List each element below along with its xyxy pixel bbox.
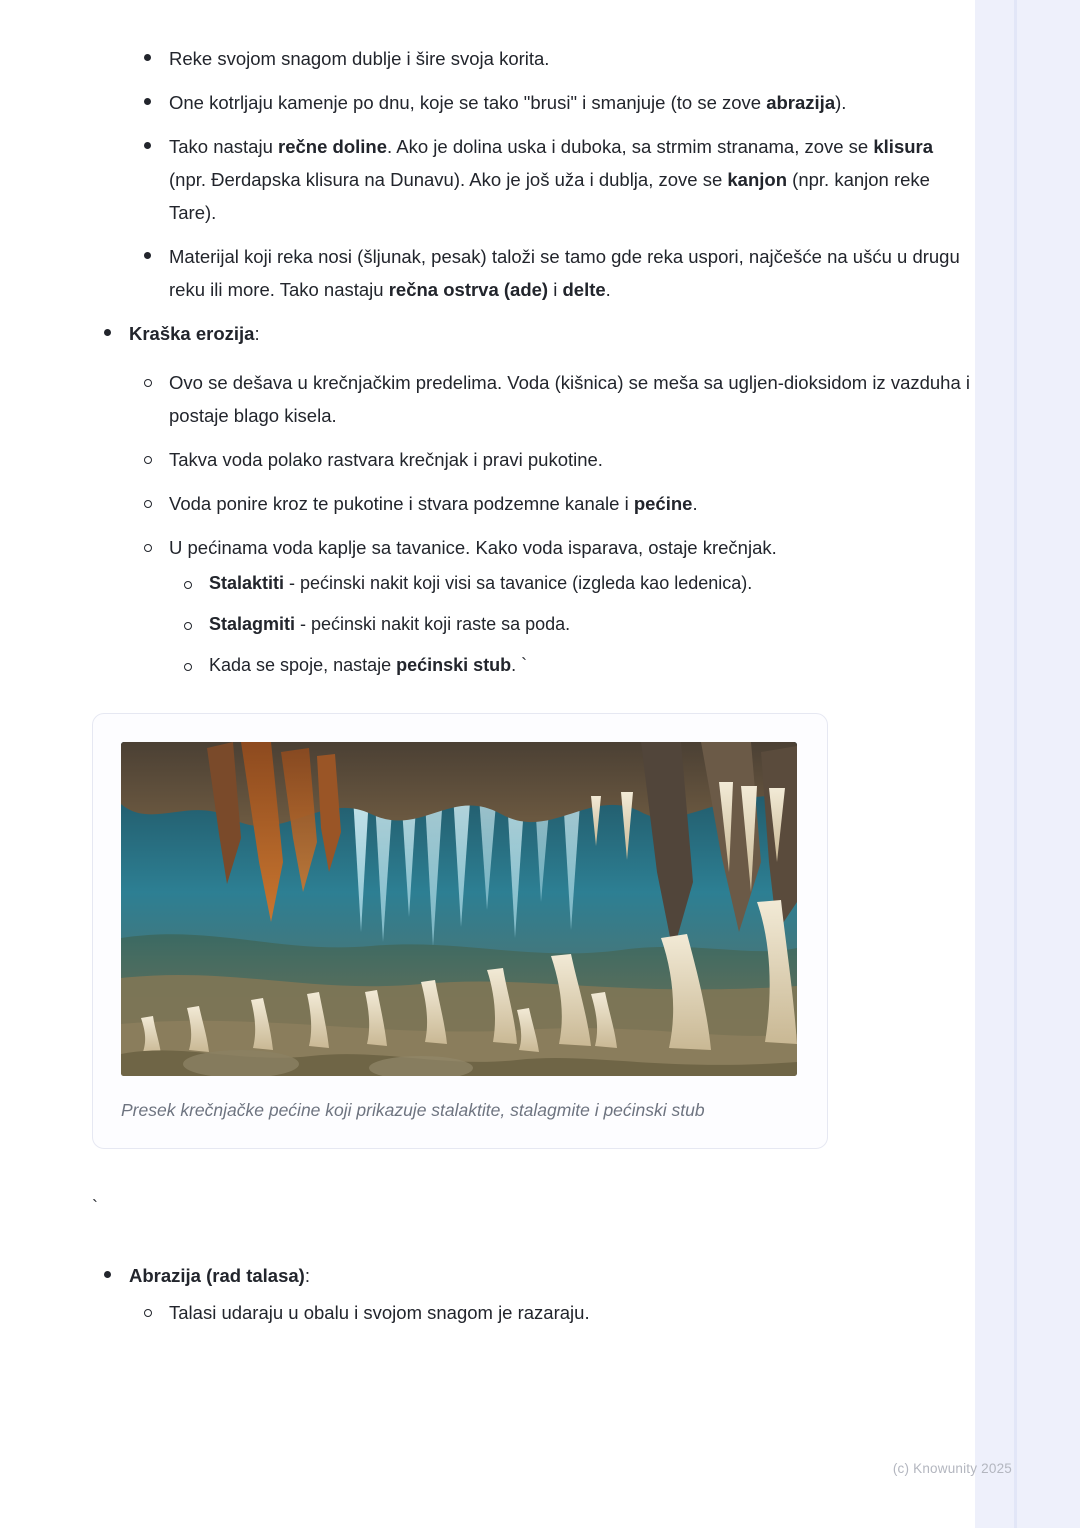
list-item [176,568,975,599]
list-item [136,531,975,564]
bullet-icon [144,142,151,149]
bullet-icon [144,252,151,259]
speleothem-list [176,568,975,681]
karst-erosion-heading [96,317,975,350]
cave-cross-section-photo [121,742,797,1076]
abrasion-detail-list [136,1296,975,1329]
circle-bullet-icon [144,544,152,552]
list-item-text: Materijal koji reka nosi (šljunak, pesak) taloži se tamo gde reka uspori, najčešće na ušću u drugu reku ili more. Tako nastaju rečna ostrva (ade) i delte. [169,246,960,300]
stray-backtick: ` [92,1197,98,1217]
list-item-text: Kada se spoje, nastaje pećinski stub. ` [209,655,528,675]
circle-bullet-icon [144,379,152,387]
abrasion-heading-text: Abrazija (rad talasa): [129,1265,310,1286]
list-item-text: Reke svojom snagom dublje i šire svoja korita. [169,48,550,69]
circle-bullet-icon [184,622,192,630]
bullet-icon [144,54,151,61]
list-item [136,86,975,119]
list-item-text: Ovo se dešava u krečnjačkim predelima. Voda (kišnica) se meša sa ugljen-dioksidom iz vazduha i postaje blago kisela. [169,372,971,426]
karst-erosion-section [96,317,975,350]
list-item-text: Tako nastaju rečne doline. Ako je dolina uska i duboka, sa strmim stranama, zove se klisura (npr. Đerdapska klisura na Dunavu). Ako je još uža i dublja, zove se kanjon (npr. kanjon reke Tare). [169,136,934,223]
figure-caption: Presek krečnjačke pećine koji prikazuje stalaktite, stalagmite i pećinski stub [121,1100,705,1120]
list-item-text: Stalaktiti - pećinski nakit koji visi sa tavanice (izgleda kao ledenica). [209,573,753,593]
list-item [136,42,975,75]
bullet-icon [104,1271,111,1278]
bullet-icon [104,329,111,336]
circle-bullet-icon [184,581,192,589]
circle-bullet-icon [144,500,152,508]
list-item [136,487,975,520]
circle-bullet-icon [144,1309,152,1317]
list-item-text: Talasi udaraju u obalu i svojom snagom je razaraju. [169,1302,590,1323]
list-item [136,366,975,432]
list-item [136,240,975,306]
abrasion-heading-list [96,1259,975,1292]
list-item-text: U pećinama voda kaplje sa tavanice. Kako voda isparava, ostaje krečnjak. [169,537,777,558]
right-margin-rule [1014,0,1017,1528]
circle-bullet-icon [184,663,192,671]
list-item-text: Takva voda polako rastvara krečnjak i pravi pukotine. [169,449,603,470]
list-item-text: One kotrljaju kamenje po dnu, koje se tako "brusi" i smanjuje (to se zove abrazija). [169,92,847,113]
figure-card [92,713,828,1149]
list-item-text: Voda ponire kroz te pukotine i stvara podzemne kanale i pećine. [169,493,698,514]
karst-erosion-heading-text: Kraška erozija: [129,323,260,344]
watermark: (c) Knowunity 2025 [892,1461,1012,1476]
abrasion-section [0,1259,975,1329]
bullet-icon [144,98,151,105]
abrasion-heading [96,1259,975,1292]
river-erosion-list [136,0,975,306]
list-item-text: Stalagmiti - pećinski nakit koji raste sa poda. [209,614,571,634]
right-margin-band [975,0,1080,1528]
list-item [136,1296,975,1329]
list-item [136,130,975,229]
list-item [176,609,975,640]
karst-detail-list [136,366,975,564]
circle-bullet-icon [144,456,152,464]
list-item [176,650,975,681]
list-item [136,443,975,476]
cave-illustration-svg [121,742,797,1076]
